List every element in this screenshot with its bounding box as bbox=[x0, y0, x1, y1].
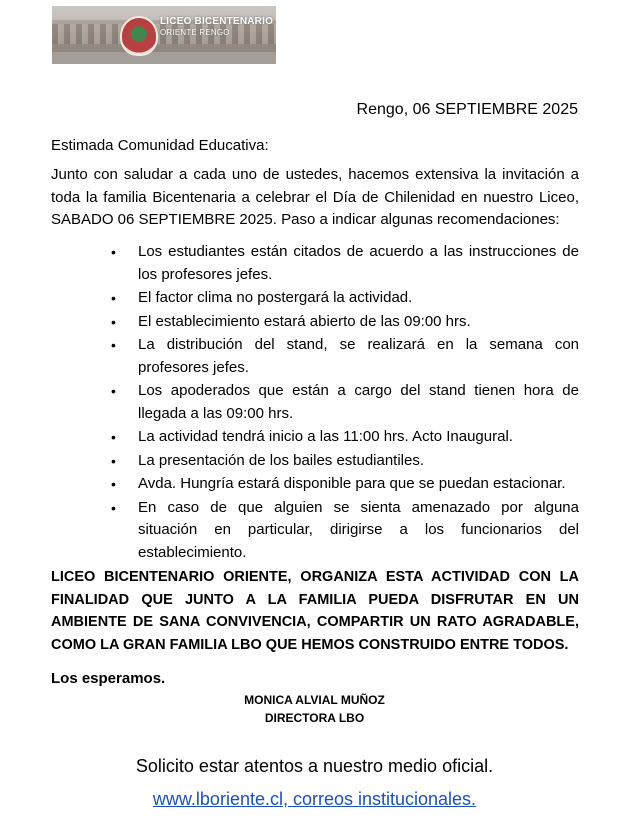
letter-date: Rengo, 06 SEPTIEMBRE 2025 bbox=[356, 101, 578, 118]
school-crest-icon bbox=[122, 18, 156, 54]
bullet-icon: • bbox=[111, 452, 116, 469]
list-item-text: El factor clima no postergará la actividad. bbox=[138, 289, 413, 306]
bullet-icon: • bbox=[111, 313, 116, 330]
list-item-text: El establecimiento estará abierto de las 09:00 hrs. bbox=[138, 312, 471, 330]
list-item-text: En caso de que alguien se sienta amenazado por alguna situación en particular, dirigirse a los funcionarios del establecimiento. bbox=[138, 498, 579, 561]
list-item bbox=[111, 241, 579, 286]
list-item bbox=[111, 380, 579, 425]
bullet-icon: • bbox=[111, 290, 116, 306]
letter-greeting: Estimada Comunidad Educativa: bbox=[51, 137, 269, 154]
bullet-icon: • bbox=[111, 429, 116, 445]
list-item bbox=[111, 497, 579, 565]
list-item bbox=[111, 450, 579, 473]
farewell-text: Los esperamos. bbox=[51, 670, 166, 687]
letter-intro-paragraph: Junto con saludar a cada uno de ustedes, hacemos extensiva la invitación a toda la familia Bicentenaria a celebrar el Día de Chilenidad en nuestro Liceo, SABADO 06 SEPTIEMBRE 2025. Paso a indicar algunas recomendaciones: bbox=[51, 166, 579, 228]
list-item-text: Avda. Hungría estará disponible para que se puedan estacionar. bbox=[138, 475, 566, 492]
banner-school-location: ORIENTE RENGO bbox=[160, 28, 230, 37]
recommendations-list bbox=[111, 241, 579, 565]
list-item-text: La distribución del stand, se realizará en la semana con profesores jefes. bbox=[138, 336, 579, 376]
list-item bbox=[111, 287, 579, 310]
list-item bbox=[111, 311, 579, 334]
list-item bbox=[111, 334, 579, 379]
list-item bbox=[111, 473, 579, 496]
banner-school-name: LICEO BICENTENARIO bbox=[160, 16, 274, 27]
bullet-icon: • bbox=[111, 337, 116, 353]
bullet-icon: • bbox=[111, 244, 116, 260]
signature-name: MONICA ALVIAL MUÑOZ bbox=[244, 693, 385, 707]
school-header-banner bbox=[52, 6, 276, 64]
closing-statement: LICEO BICENTENARIO ORIENTE, ORGANIZA ESTA ACTIVIDAD CON LA FINALIDAD QUE JUNTO A LA FAMILIA PUEDA DISFRUTAR EN UN AMBIENTE DE SANA CONVIVENCIA, COMPARTIR UN RATO AGRADABLE, COMO LA GRAN FAMILIA LBO QUE HEMOS CONSTRUIDO ENTRE TODOS. bbox=[51, 569, 579, 653]
signature-role: DIRECTORA LBO bbox=[264, 711, 365, 725]
banner-ground bbox=[52, 52, 276, 64]
list-item-text: Los estudiantes están citados de acuerdo a las instrucciones de los profesores jefes. bbox=[138, 243, 579, 283]
bullet-icon: • bbox=[111, 383, 116, 399]
official-website-link[interactable]: www.lboriente.cl, correos institucionales. bbox=[152, 789, 477, 809]
list-item-text: La actividad tendrá inicio a las 11:00 hrs. Acto Inaugural. bbox=[138, 428, 513, 445]
official-channel-note: Solicito estar atentos a nuestro medio oficial. bbox=[135, 756, 494, 776]
bullet-icon: • bbox=[111, 476, 116, 492]
list-item-text: La presentación de los bailes estudiantiles. bbox=[138, 451, 425, 469]
bullet-icon: • bbox=[111, 499, 116, 516]
list-item-text: Los apoderados que están a cargo del stand tienen hora de llegada a las 09:00 hrs. bbox=[138, 382, 579, 422]
list-item bbox=[111, 426, 579, 449]
